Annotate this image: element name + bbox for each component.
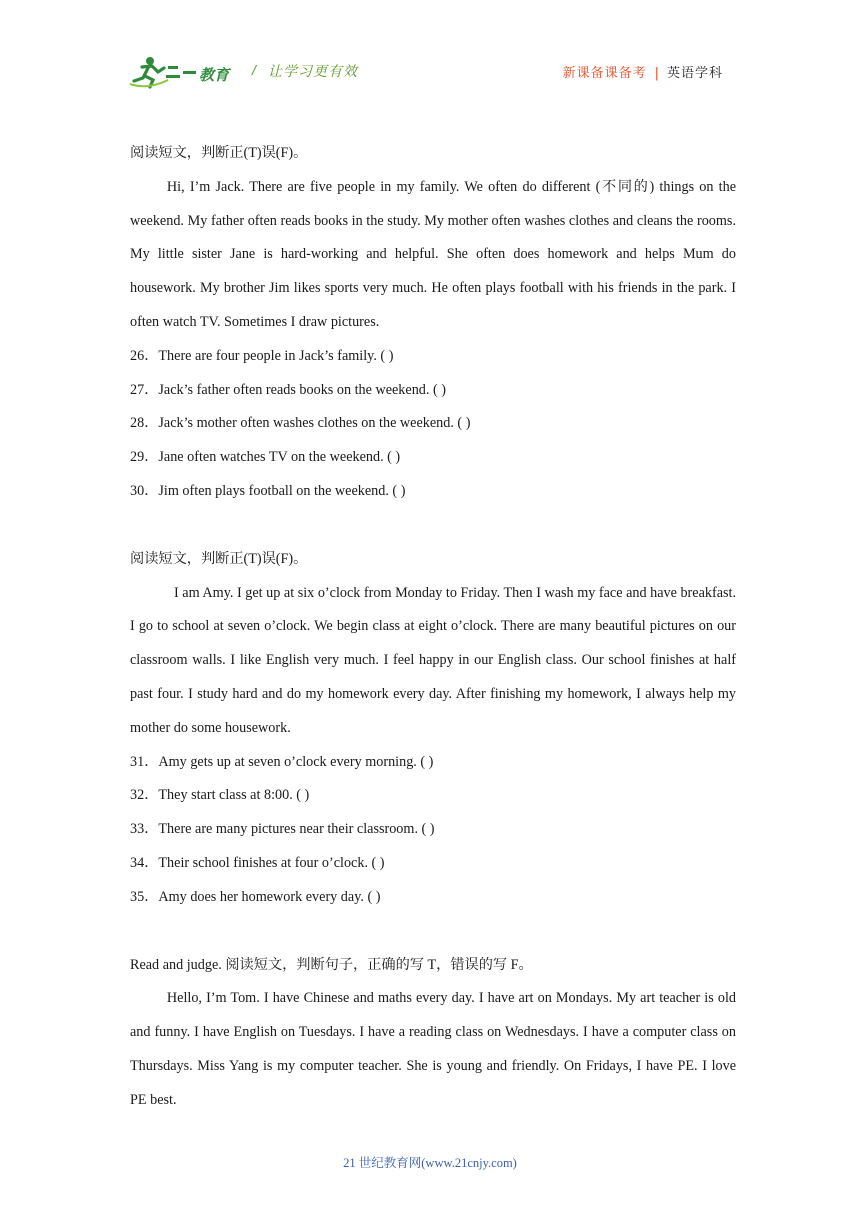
- document-body: [130, 137, 736, 1118]
- question-item: [130, 441, 736, 475]
- question-item: [130, 779, 736, 813]
- question-number: 27．: [130, 381, 159, 398]
- section-instruction: 阅读短文，判断正(T)误(F)。: [130, 145, 308, 161]
- question-item: [130, 340, 736, 374]
- question-number: 35．: [130, 888, 159, 905]
- question-item: [130, 847, 736, 881]
- svg-text:教育: 教育: [199, 66, 230, 84]
- question-number: 33．: [130, 821, 159, 838]
- question-text: There are many pictures near their classroom. ( ): [158, 821, 435, 838]
- question-item: [130, 813, 736, 847]
- slogan-divider: /: [252, 62, 256, 78]
- question-item: [130, 881, 736, 915]
- question-number: 30．: [130, 482, 159, 499]
- question-text: Jack’s mother often washes clothes on the weekend. ( ): [158, 415, 471, 432]
- question-item: [130, 374, 736, 408]
- question-number: 28．: [130, 415, 159, 432]
- question-text: Their school finishes at four o’clock. ( ): [158, 854, 385, 871]
- question-text: Jim often plays football on the weekend. ( ): [158, 482, 406, 499]
- section-instruction: Read and judge. 阅读短文，判断句子，正确的写 T，错误的写 F。: [130, 956, 533, 973]
- reading-passage: I am Amy. I get up at six o’clock from Monday to Friday. Then I wash my face and have breakfast. I go to school at seven o’clock. We begin class at eight o’clock. There are many beautiful pictures on our classroom walls. I like English very much. I feel happy in our English class. Our school finishes at half past four. I study hard and do my homework every day. After finishing my homework, I always help my mother do some housework.: [130, 584, 736, 736]
- header-separator: |: [654, 66, 659, 81]
- reading-passage: Hello, I’m Tom. I have Chinese and maths every day. I have art on Mondays. My art teacher is old and funny. I have English on Tuesdays. I have a reading class on Wednesdays. I have a computer class on Thursdays. Miss Yang is my computer teacher. She is young and friendly. On Fridays, I have PE. I love PE best.: [130, 990, 736, 1108]
- question-number: 31．: [130, 753, 159, 770]
- page-footer: 21 世纪教育网(www.21cnjy.com): [343, 1156, 517, 1170]
- section-instruction: 阅读短文，判断正(T)误(F)。: [130, 550, 308, 567]
- question-text: Jane often watches TV on the weekend. ( ): [158, 449, 401, 466]
- question-number: 32．: [130, 787, 159, 804]
- header-label: 新课备课备考: [562, 66, 647, 81]
- question-text: Amy gets up at seven o’clock every morning. ( ): [158, 753, 434, 770]
- reading-section-3: [130, 949, 736, 1118]
- question-number: 34．: [130, 854, 159, 871]
- question-text: They start class at 8:00. ( ): [158, 787, 310, 804]
- question-number: 26．: [130, 347, 159, 364]
- question-number: 29．: [130, 449, 159, 466]
- reading-section-2: [130, 543, 736, 915]
- reading-passage: Hi, I’m Jack. There are five people in my family. We often do different (不同的) things on the weekend. My father often reads books in the study. My mother often washes clothes and cleans the rooms. My little sister Jane is hard-working and helpful. She often does homework and helps Mum do housework. My brother Jim likes sports very much. He often plays football with his friends in the park. I often watch TV. Sometimes I draw pictures.: [130, 178, 736, 330]
- section-spacer: [130, 915, 736, 949]
- question-text: Amy does her homework every day. ( ): [158, 888, 381, 905]
- question-item: [130, 475, 736, 509]
- question-text: Jack’s father often reads books on the weekend. ( ): [158, 381, 446, 398]
- reading-section-1: [130, 137, 736, 509]
- section-spacer: [130, 509, 736, 543]
- question-item: [130, 746, 736, 780]
- question-item: [130, 407, 736, 441]
- page-header: [0, 0, 860, 100]
- runner-logo-icon: [128, 54, 240, 90]
- header-slogan: 让学习更有效: [268, 64, 358, 80]
- header-subject: 英语学科: [666, 66, 723, 81]
- header-right: [563, 62, 723, 81]
- brand-logo: [128, 54, 240, 90]
- question-text: There are four people in Jack’s family. ( ): [158, 347, 394, 364]
